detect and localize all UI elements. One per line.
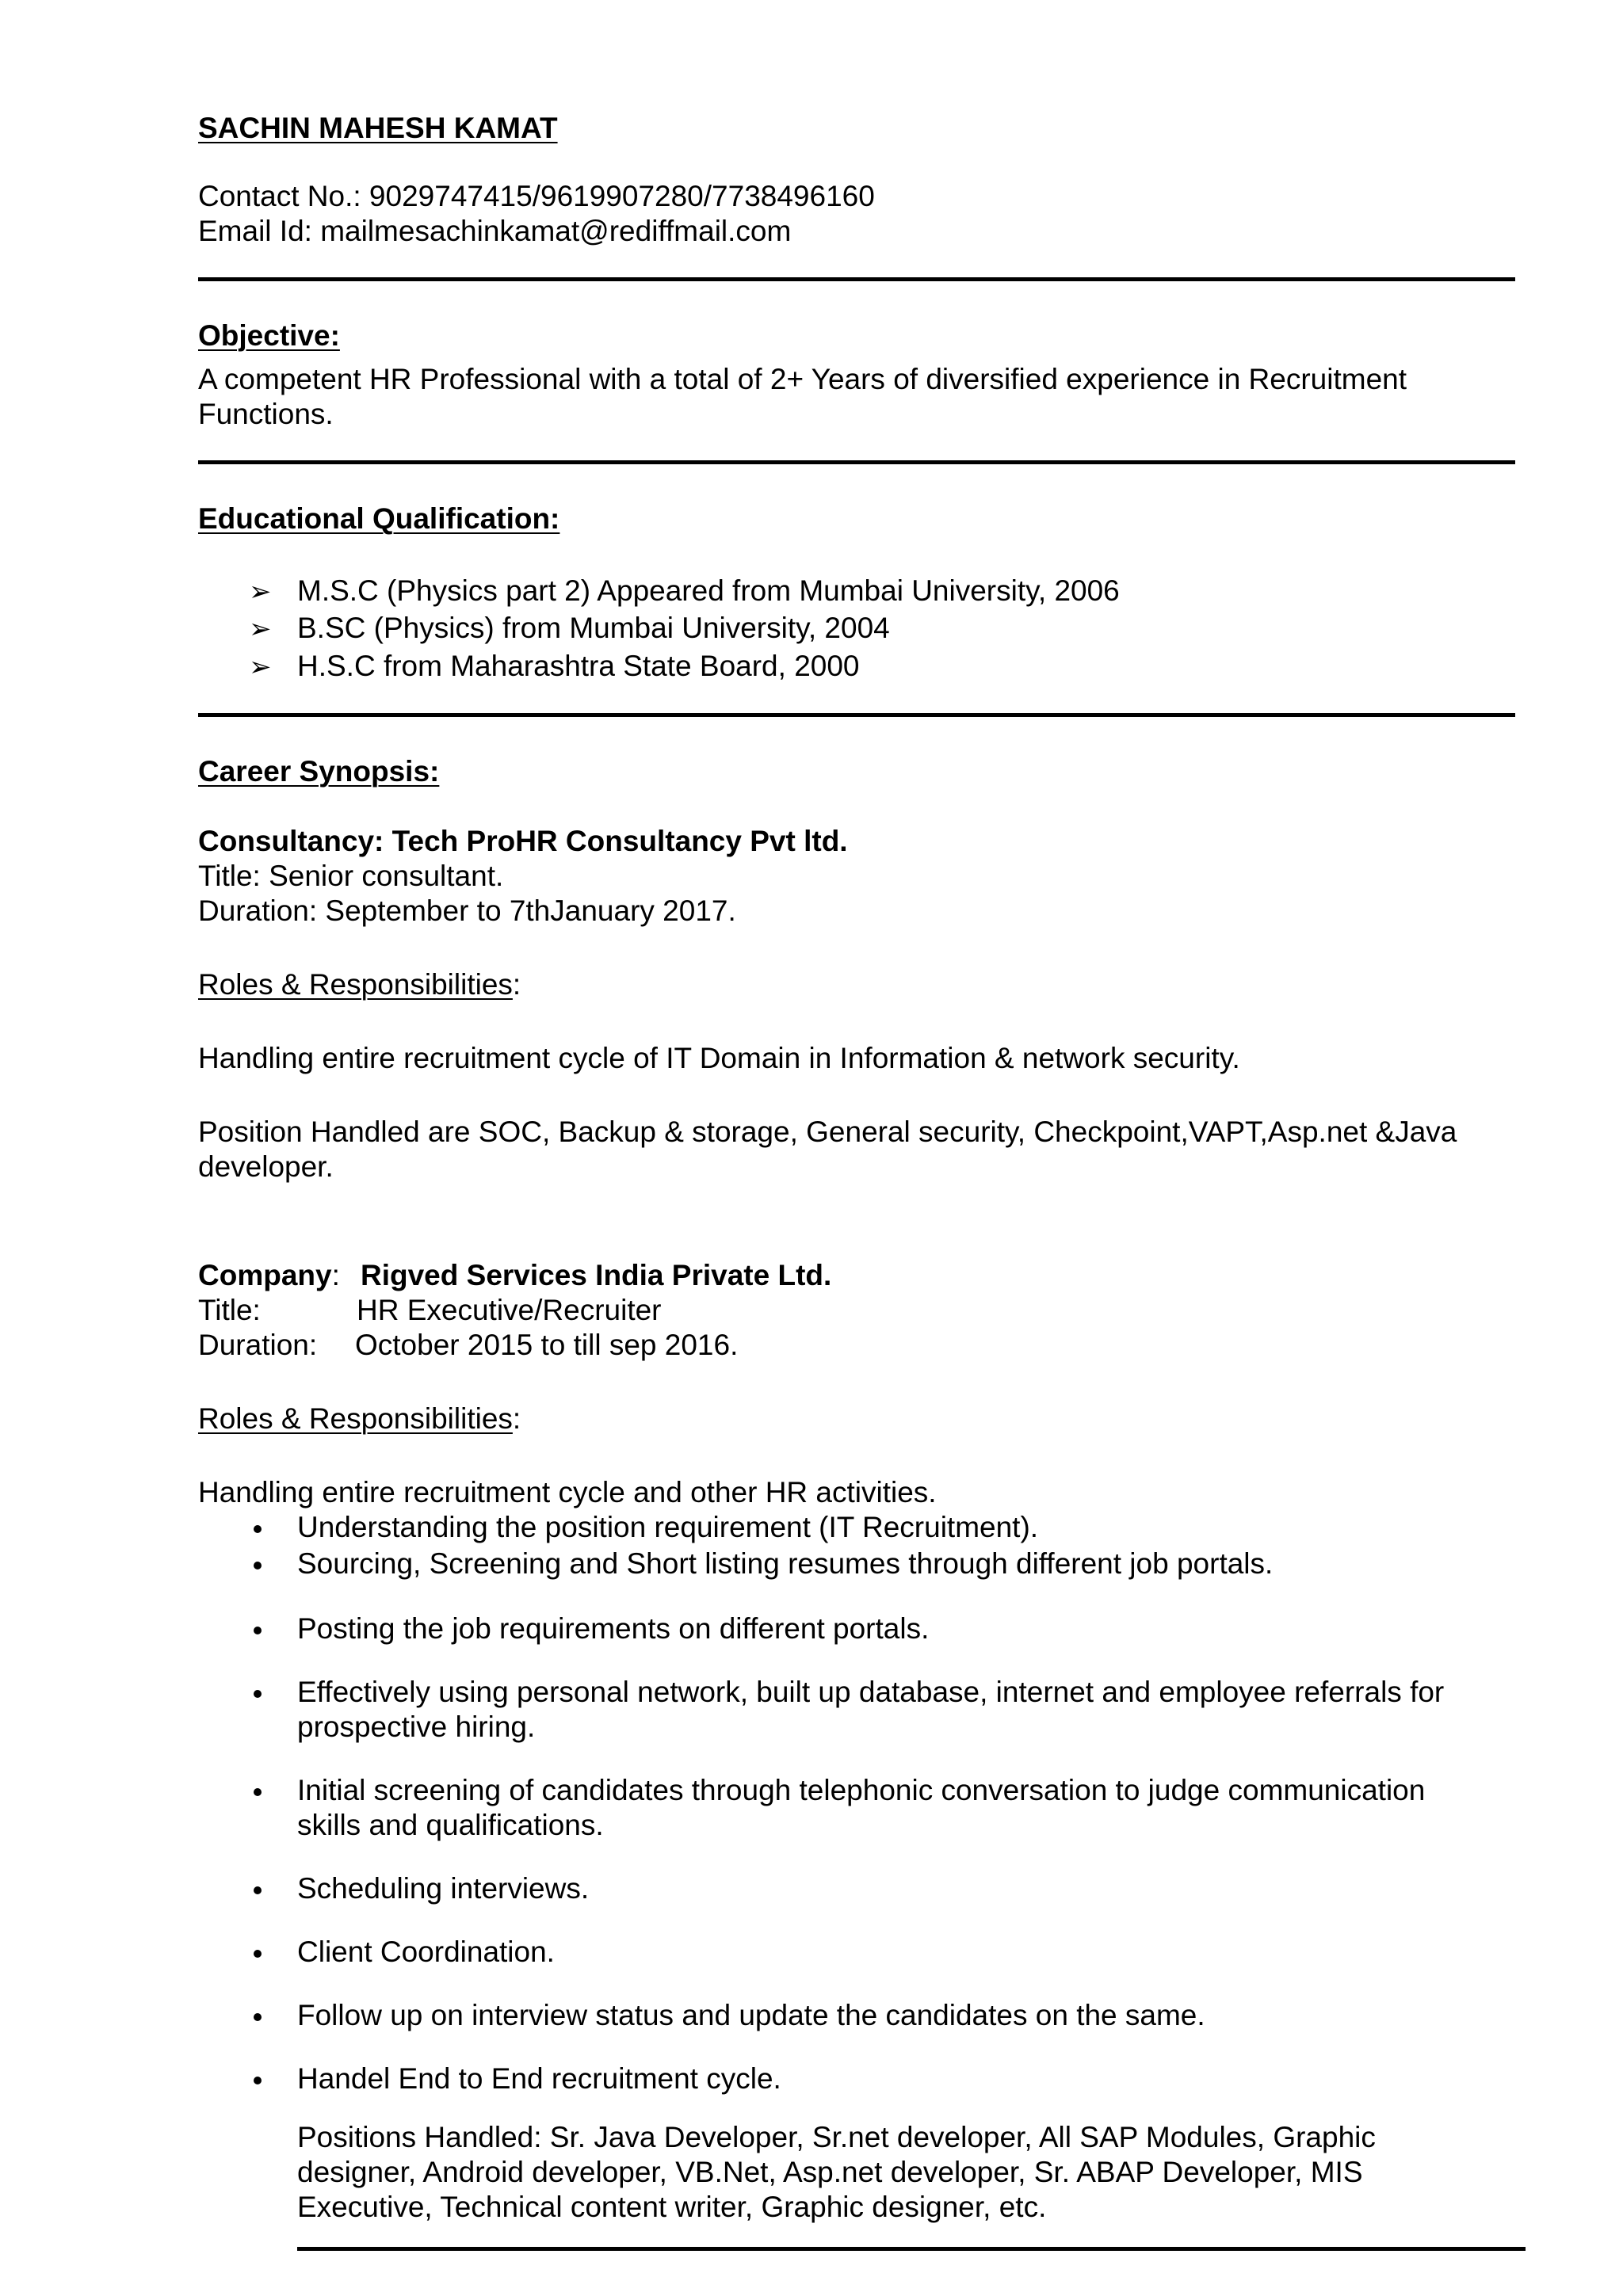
education-item: H.S.C from Maharashtra State Board, 2000 [297, 650, 860, 682]
job1-roles-label [198, 967, 521, 1002]
job1-company: Consultancy: Tech ProHR Consultancy Pvt ltd. [198, 825, 848, 857]
job2-title-label: Title: [198, 1294, 261, 1326]
section-divider [297, 2247, 1526, 2251]
responsibility-item: Understanding the position requirement (IT Recruitment). [297, 1511, 1039, 1543]
responsibility-item-cont: prospective hiring. [297, 1711, 536, 1743]
job2-company [198, 1258, 340, 1293]
job2-company-name: Rigved Services India Private Ltd. [361, 1259, 832, 1291]
positions-handled-line3: Executive, Technical content writer, Graphic designer, etc. [297, 2191, 1047, 2223]
bullet-dot-icon [254, 1690, 262, 1698]
bullet-dot-icon [254, 1627, 262, 1634]
responsibility-item: Client Coordination. [297, 1936, 555, 1968]
roles-label-text: Roles & Responsibilities [198, 1402, 513, 1435]
bullet-dot-icon [254, 1886, 262, 1894]
responsibility-item: Initial screening of candidates through telephonic conversation to judge communication [297, 1774, 1426, 1806]
bullet-dot-icon [254, 1525, 262, 1533]
job1-duration: Duration: September to 7thJanuary 2017. [198, 894, 736, 927]
company-label: Company [198, 1259, 332, 1291]
job1-para1: Handling entire recruitment cycle of IT Domain in Information & network security. [198, 1042, 1240, 1074]
education-item: M.S.C (Physics part 2) Appeared from Mumbai University, 2006 [297, 574, 1120, 607]
section-divider [198, 460, 1515, 464]
education-heading: Educational Qualification: [198, 502, 560, 535]
positions-handled-line2: designer, Android developer, VB.Net, Asp.net developer, Sr. ABAP Developer, MIS [297, 2156, 1363, 2188]
arrow-bullet-icon: ➢ [249, 652, 272, 682]
job2-roles-label [198, 1402, 521, 1436]
candidate-name: SACHIN MAHESH KAMAT [198, 112, 558, 144]
objective-text-line2: Functions. [198, 398, 334, 430]
objective-heading: Objective: [198, 319, 340, 352]
arrow-bullet-icon: ➢ [249, 614, 272, 644]
job1-title: Title: Senior consultant. [198, 860, 504, 892]
responsibility-item: Sourcing, Screening and Short listing resumes through different job portals. [297, 1547, 1274, 1580]
job2-intro: Handling entire recruitment cycle and other HR activities. [198, 1476, 937, 1508]
responsibility-item: Effectively using personal network, built up database, internet and employee referrals for [297, 1676, 1445, 1708]
section-divider [198, 277, 1515, 281]
responsibility-item: Posting the job requirements on different portals. [297, 1612, 930, 1645]
job2-duration-label: Duration: [198, 1329, 318, 1361]
bullet-dot-icon [254, 1950, 262, 1958]
job2-duration-value: October 2015 to till sep 2016. [355, 1329, 739, 1361]
job1-para2-line2: developer. [198, 1150, 334, 1183]
company-colon: : [331, 1259, 340, 1291]
positions-handled-line1: Positions Handled: Sr. Java Developer, Sr.net developer, All SAP Modules, Graphic [297, 2121, 1376, 2153]
responsibility-item-cont: skills and qualifications. [297, 1809, 604, 1841]
roles-colon: : [512, 968, 521, 1001]
bullet-dot-icon [254, 1562, 262, 1569]
arrow-bullet-icon: ➢ [249, 577, 272, 607]
responsibility-item: Scheduling interviews. [297, 1872, 590, 1905]
roles-colon: : [512, 1402, 521, 1435]
job2-title-value: HR Executive/Recruiter [357, 1294, 662, 1326]
bullet-dot-icon [254, 2013, 262, 2021]
section-divider [198, 713, 1515, 717]
objective-text-line1: A competent HR Professional with a total of 2+ Years of diversified experience in Recruitment [198, 363, 1407, 395]
email-id: Email Id: mailmesachinkamat@rediffmail.com [198, 215, 792, 247]
roles-label-text: Roles & Responsibilities [198, 968, 513, 1001]
responsibility-item: Handel End to End recruitment cycle. [297, 2062, 781, 2095]
bullet-dot-icon [254, 2077, 262, 2084]
job1-para2-line1: Position Handled are SOC, Backup & storage, General security, Checkpoint,VAPT,Asp.net &Java [198, 1116, 1457, 1148]
contact-number: Contact No.: 9029747415/9619907280/7738496160 [198, 180, 875, 212]
responsibility-item: Follow up on interview status and update the candidates on the same. [297, 1999, 1205, 2031]
bullet-dot-icon [254, 1788, 262, 1796]
career-heading: Career Synopsis: [198, 755, 440, 788]
education-item: B.SC (Physics) from Mumbai University, 2004 [297, 612, 890, 644]
